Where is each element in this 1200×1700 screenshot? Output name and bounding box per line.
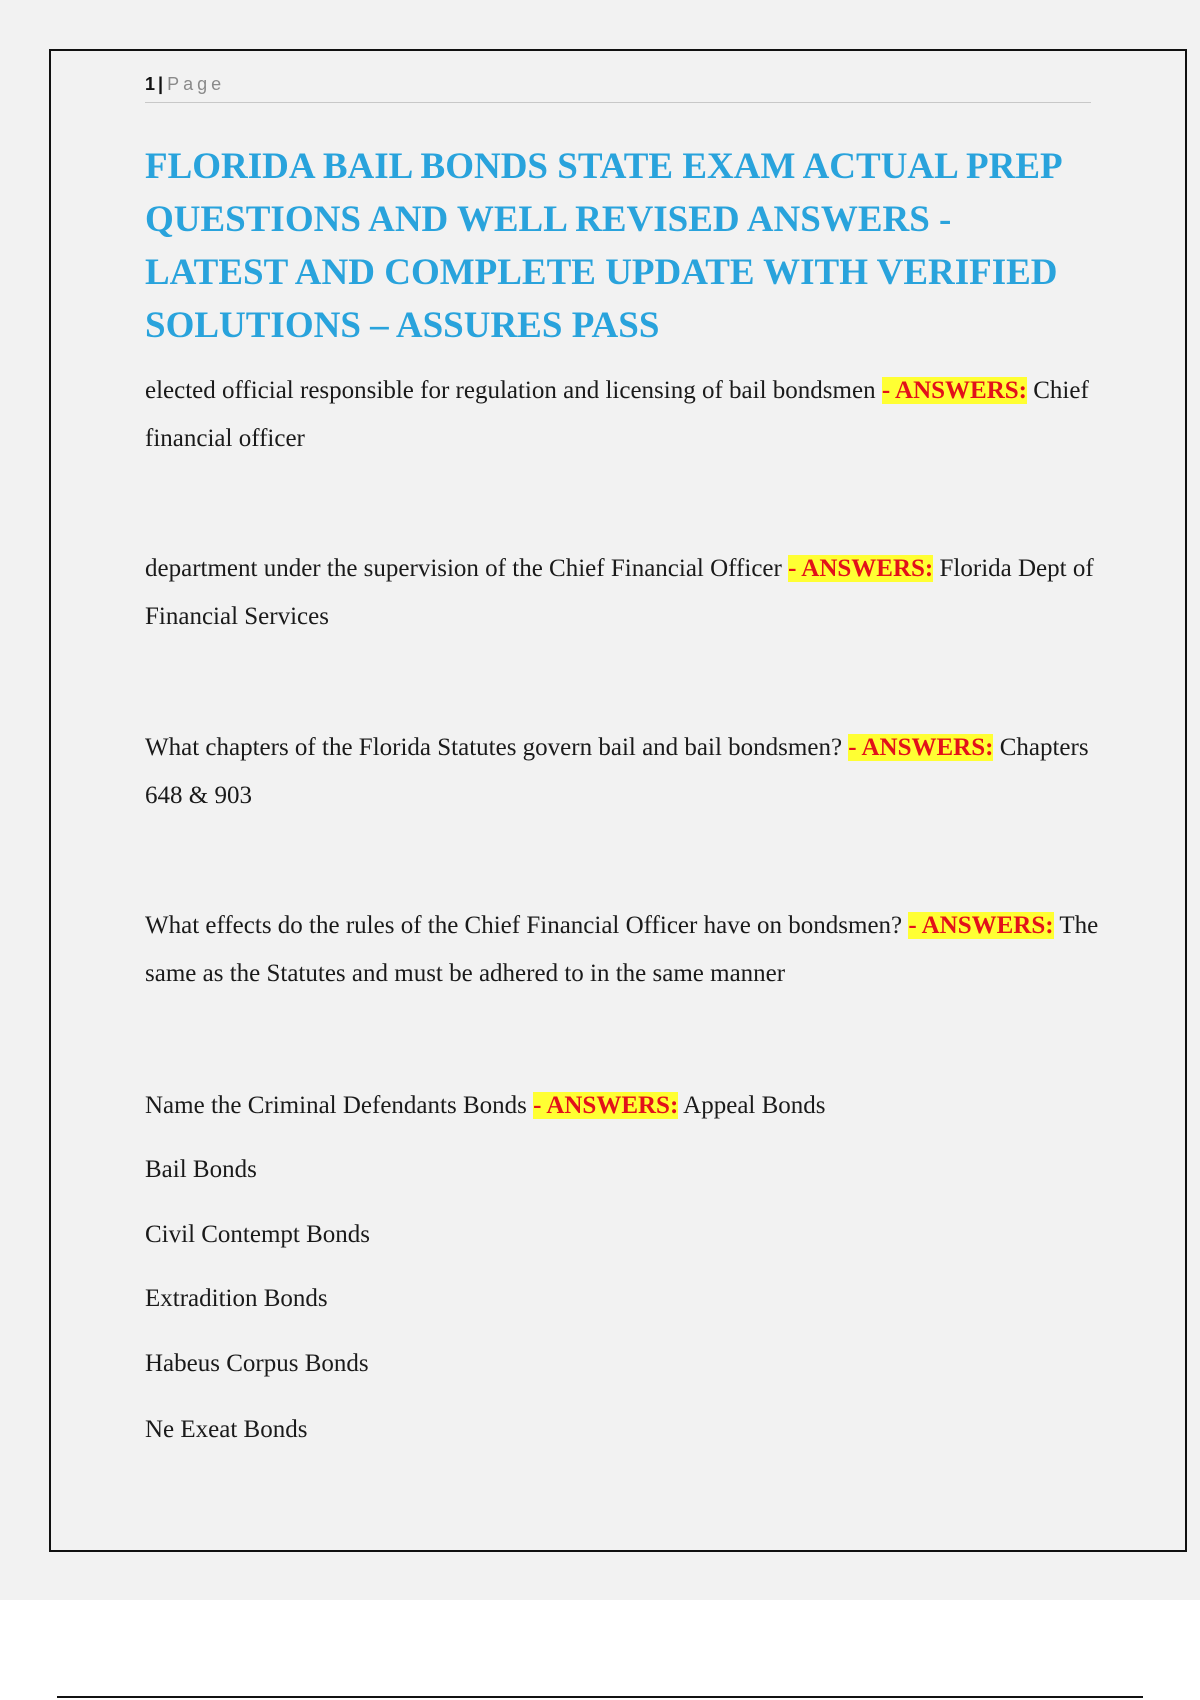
bond-list-item: Ne Exeat Bonds — [145, 1416, 308, 1443]
page-header — [145, 70, 1091, 103]
answer-marker: - ANSWERS: — [533, 1092, 679, 1119]
answer-text: The same as the Statutes and must be adhered to in the same manner — [145, 912, 1099, 987]
page-separator: | — [158, 74, 164, 94]
answer-marker: - ANSWERS: — [908, 912, 1054, 939]
qa-item — [145, 1082, 1105, 1130]
question-text: department under the supervision of the Chief Financial Officer — [145, 555, 782, 582]
document-title: FLORIDA BAIL BONDS STATE EXAM ACTUAL PREP QUESTIONS AND WELL REVISED ANSWERS - LATEST AND COMPLETE UPDATE WITH VERIFIED SOLUTIONS – ASSURES PASS — [145, 146, 1061, 346]
question-text: What effects do the rules of the Chief Financial Officer have on bondsmen? — [145, 912, 903, 939]
bond-list-item: Bail Bonds — [145, 1156, 257, 1183]
bond-list-item: Extradition Bonds — [145, 1285, 328, 1312]
answer-marker: - ANSWERS: — [788, 555, 934, 582]
bond-list-item: Civil Contempt Bonds — [145, 1221, 371, 1248]
qa-item — [145, 724, 1105, 820]
qa-item — [145, 545, 1105, 641]
page-label: Page — [167, 74, 226, 94]
question-text: Name the Criminal Defendants Bonds — [145, 1092, 527, 1119]
page-number: 1 — [145, 74, 156, 94]
answer-marker: - ANSWERS: — [848, 734, 994, 761]
bond-list-item: Habeus Corpus Bonds — [145, 1350, 369, 1377]
answer-marker: - ANSWERS: — [881, 377, 1027, 404]
answer-text: Florida Dept of Financial Services — [145, 555, 1094, 630]
qa-item — [145, 367, 1105, 463]
answer-text: Chief financial officer — [145, 377, 1089, 452]
qa-item — [145, 902, 1105, 998]
answer-text: Chapters 648 & 903 — [145, 734, 1089, 809]
answer-text: Appeal Bonds — [683, 1092, 826, 1119]
question-text: elected official responsible for regulation and licensing of bail bondsmen — [145, 377, 876, 404]
question-text: What chapters of the Florida Statutes govern bail and bail bondsmen? — [145, 734, 843, 761]
footer-divider — [57, 1696, 1143, 1698]
